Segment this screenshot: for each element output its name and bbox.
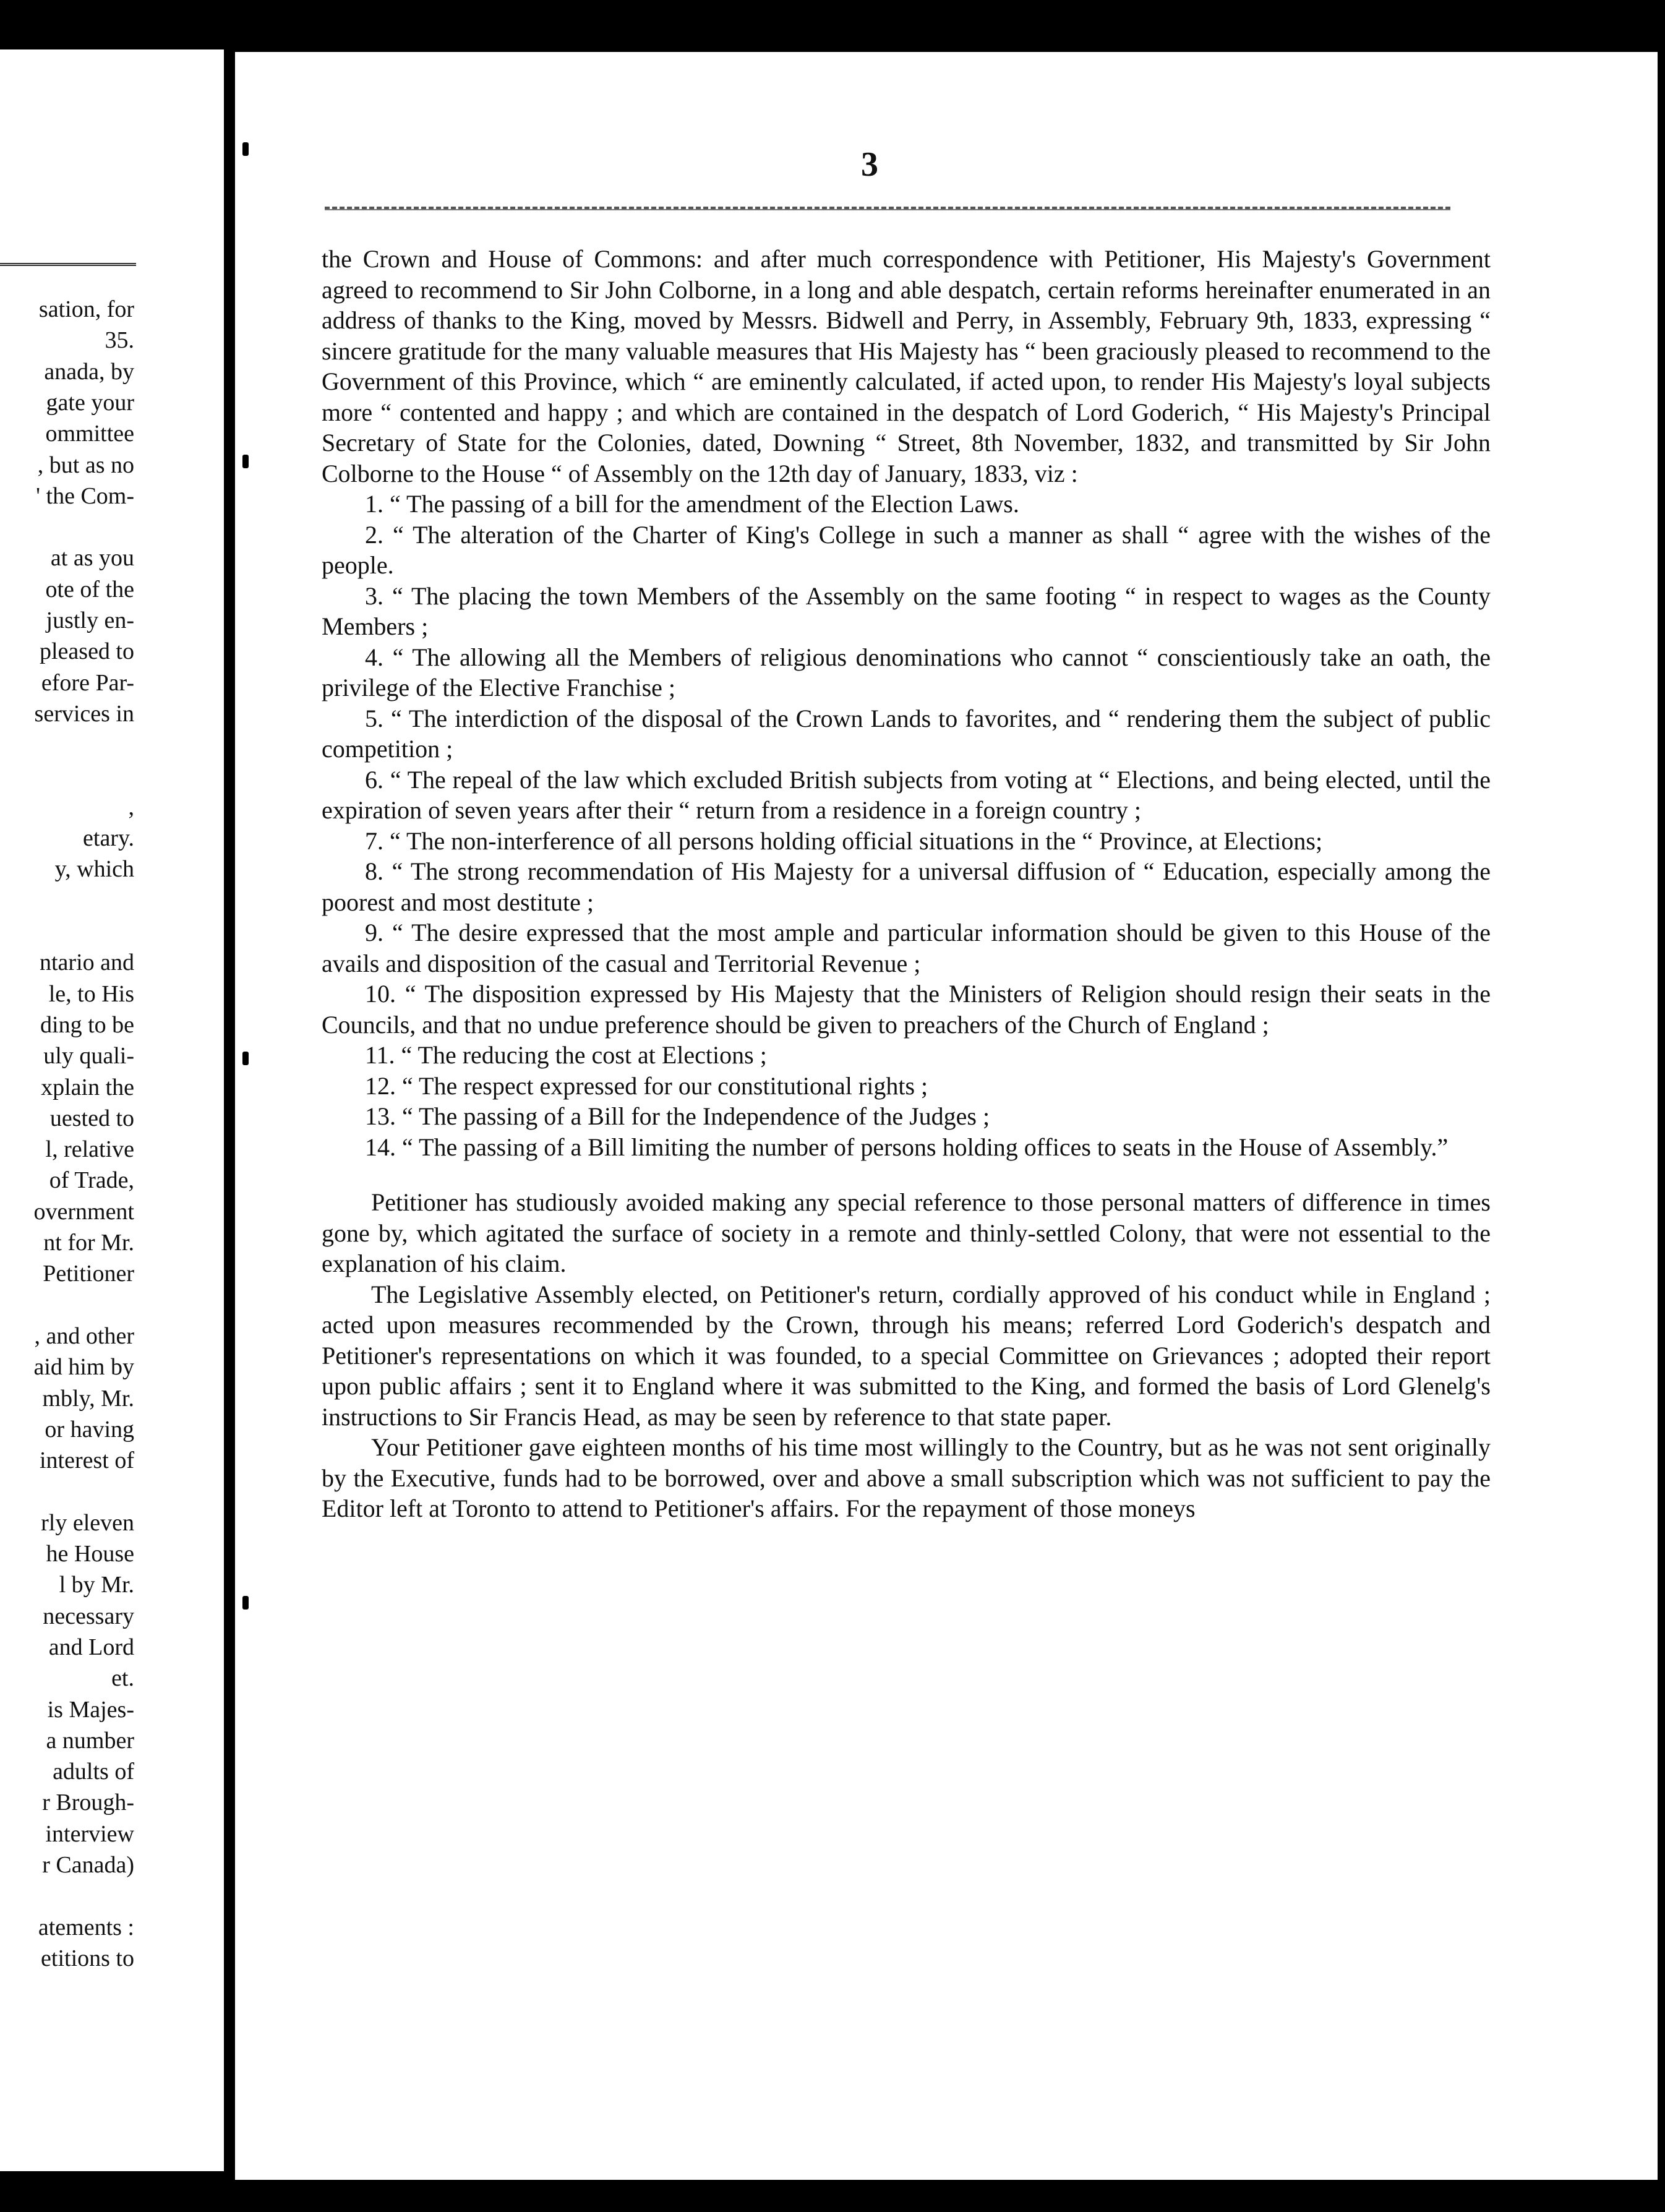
list-item: 4. “ The allowing all the Members of religious denominations who cannot “ conscientiously take an oath, the privilege of the Elective Franchise ; (322, 643, 1491, 701)
left-page-text-fragment: , and other (34, 1322, 134, 1349)
left-page-text-fragment: le, to His (48, 980, 134, 1007)
left-page-text-fragment: adults of (53, 1759, 134, 1785)
left-page-text-fragment: 35. (105, 327, 134, 354)
left-page-text-fragment: etary. (83, 825, 134, 852)
list-item: 1. “ The passing of a bill for the amendment of the Election Laws. (365, 490, 1019, 518)
binding-mark (242, 455, 249, 468)
list-item: 14. “ The passing of a Bill limiting the number of persons holding offices to seats in the House of Assembly.” (365, 1133, 1449, 1161)
left-page-text-fragment: rly eleven (41, 1509, 134, 1536)
list-item: 9. “ The desire expressed that the most ample and particular information should be given to this House of the avails and disposition of the casual and Territorial Revenue ; (322, 919, 1491, 977)
book-spine (224, 0, 235, 2212)
left-page-text-fragment: interview (45, 1820, 134, 1847)
header-rule (325, 207, 1450, 210)
left-page-text-fragment: ding to be (40, 1011, 134, 1038)
binding-mark (242, 1596, 249, 1610)
left-page-text-fragment: is Majes- (47, 1696, 134, 1723)
left-page-text-fragment: aid him by (33, 1354, 134, 1381)
left-page-text-fragment: necessary (43, 1603, 134, 1629)
left-page-text-fragment: l, relative (45, 1136, 134, 1163)
left-page-text-fragment: Petitioner (43, 1261, 134, 1287)
left-page-text-fragment: of Trade, (49, 1167, 134, 1194)
left-page-text-fragment: ' the Com- (36, 482, 134, 509)
left-page-text-fragment: , (128, 794, 134, 820)
left-page-text-fragment: y, which (54, 856, 134, 883)
left-page (0, 49, 224, 2171)
left-page-text-fragment: r Canada) (42, 1852, 134, 1878)
left-page-text-fragment: l by Mr. (59, 1572, 134, 1598)
left-page-text-fragment: services in (34, 700, 134, 727)
left-page-text-fragment: nt for Mr. (43, 1230, 134, 1256)
paragraph: Petitioner has studiously avoided making any special reference to those personal matters of difference in times gone by, which agitated the surface of society in a remote and thinly-settled Colony, that were not essential to the explanation of his claim. (322, 1188, 1491, 1277)
left-page-text-fragment: interest of (39, 1447, 134, 1474)
list-item: 13. “ The passing of a Bill for the Independence of the Judges ; (365, 1102, 990, 1130)
list-item: 6. “ The repeal of the law which excluded British subjects from voting at “ Elections, and being elected, until the expiration of seven years after their “ return from a residence in a foreign country ; (322, 765, 1491, 824)
left-page-text-fragment: atements : (38, 1914, 134, 1940)
left-page-text-fragment: he House (46, 1541, 134, 1567)
left-page-text-fragment: etitions to (41, 1945, 134, 1971)
page-number: 3 (861, 145, 878, 184)
left-page-text-fragment: overnment (33, 1198, 134, 1225)
left-page-text-fragment: ommittee (45, 421, 134, 447)
left-page-text-fragment: ote of the (45, 576, 134, 602)
binding-mark (242, 142, 249, 156)
left-page-text-fragment: mbly, Mr. (42, 1385, 134, 1412)
left-page-text-fragment: a number (46, 1727, 134, 1754)
left-page-text-fragment: uested to (49, 1105, 134, 1131)
page-body (322, 244, 1491, 1524)
left-page-text-fragment: ntario and (39, 950, 134, 976)
left-page-text-fragment: gate your (46, 389, 134, 416)
left-page-text-fragment: anada, by (44, 358, 134, 385)
opening-paragraph: the Crown and House of Commons: and after much correspondence with Petitioner, His Majesty's Government agreed to recommend to Sir John Colborne, in a long and able despatch, certain reforms hereinafter enumerated in an address of thanks to the King, moved by Messrs. Bidwell and Perry, in Assembly, February 9th, 1833, expressing “ sincere gratitude for the many valuable measures that His Majesty has “ been graciously pleased to recommend to the Government of this Province, which “ are eminently calculated, if acted upon, to render His Majesty's loyal subjects more “ contented and happy ; and which are contained in the despatch of Lord Goderich, “ His Majesty's Principal Secretary of State for the Colonies, dated, Downing “ Street, 8th November, 1832, and transmitted by Sir John Colborne to the House “ of Assembly on the 12th day of January, 1833, viz : (322, 245, 1491, 487)
left-page-rule (0, 263, 136, 266)
list-item: 3. “ The placing the town Members of the Assembly on the same footing “ in respect to wages as the County Members ; (322, 581, 1491, 640)
left-page-text-fragment: or having (45, 1416, 134, 1443)
list-item: 12. “ The respect expressed for our constitutional rights ; (365, 1071, 928, 1100)
list-item: 7. “ The non-interference of all persons holding official situations in the “ Province, at Elections; (365, 826, 1323, 855)
right-page (235, 52, 1658, 2180)
left-page-text-fragment: , but as no (37, 452, 134, 478)
paragraph: Your Petitioner gave eighteen months of his time most willingly to the Country, but as he was not sent originally by the Executive, funds had to be borrowed, over and above a small subscription which was not sufficient to pay the Editor left at Toronto to attend to Petitioner's affairs. For the repayment of those moneys (322, 1433, 1491, 1522)
left-page-text-fragment: uly quali- (43, 1043, 134, 1070)
list-item: 2. “ The alteration of the Charter of King's College in such a manner as shall “ agree with the wishes of the people. (322, 520, 1491, 579)
binding-mark (242, 1052, 249, 1065)
list-item: 8. “ The strong recommendation of His Majesty for a universal diffusion of “ Education, especially among the poorest and most destitute ; (322, 857, 1491, 916)
left-page-text-fragment: sation, for (38, 296, 134, 322)
left-page-text-fragment: and Lord (48, 1634, 134, 1660)
paragraph: The Legislative Assembly elected, on Petitioner's return, cordially approved of his conduct while in England ; acted upon measures recommended by the Crown, through his means; referred Lord Goderich's despatch and Petitioner's representations on which it was founded, to a special Committee on Grievances ; adopted their report upon public affairs ; sent it to England where it was submitted to the King, and formed the basis of Lord Glenelg's instructions to Sir Francis Head, as may be seen by reference to that state paper. (322, 1280, 1491, 1431)
left-page-text-fragment: at as you (50, 545, 134, 572)
left-page-text-fragment: r Brough- (42, 1790, 134, 1816)
left-page-text-fragment: xplain the (41, 1074, 134, 1100)
paragraph-gap (322, 1162, 1491, 1187)
list-item: 11. “ The reducing the cost at Elections ; (365, 1041, 767, 1069)
list-item: 5. “ The interdiction of the disposal of the Crown Lands to favorites, and “ rendering them the subject of public competition ; (322, 704, 1491, 763)
left-page-text-fragment: efore Par- (41, 669, 134, 696)
left-page-text-fragment: et. (111, 1665, 134, 1692)
list-item: 10. “ The disposition expressed by His Majesty that the Ministers of Religion should resign their seats in the Councils, and that no undue preference should be given to preachers of the Church of England ; (322, 980, 1491, 1039)
left-page-text-fragment: pleased to (39, 638, 134, 665)
left-page-text-fragment: justly en- (46, 607, 134, 633)
